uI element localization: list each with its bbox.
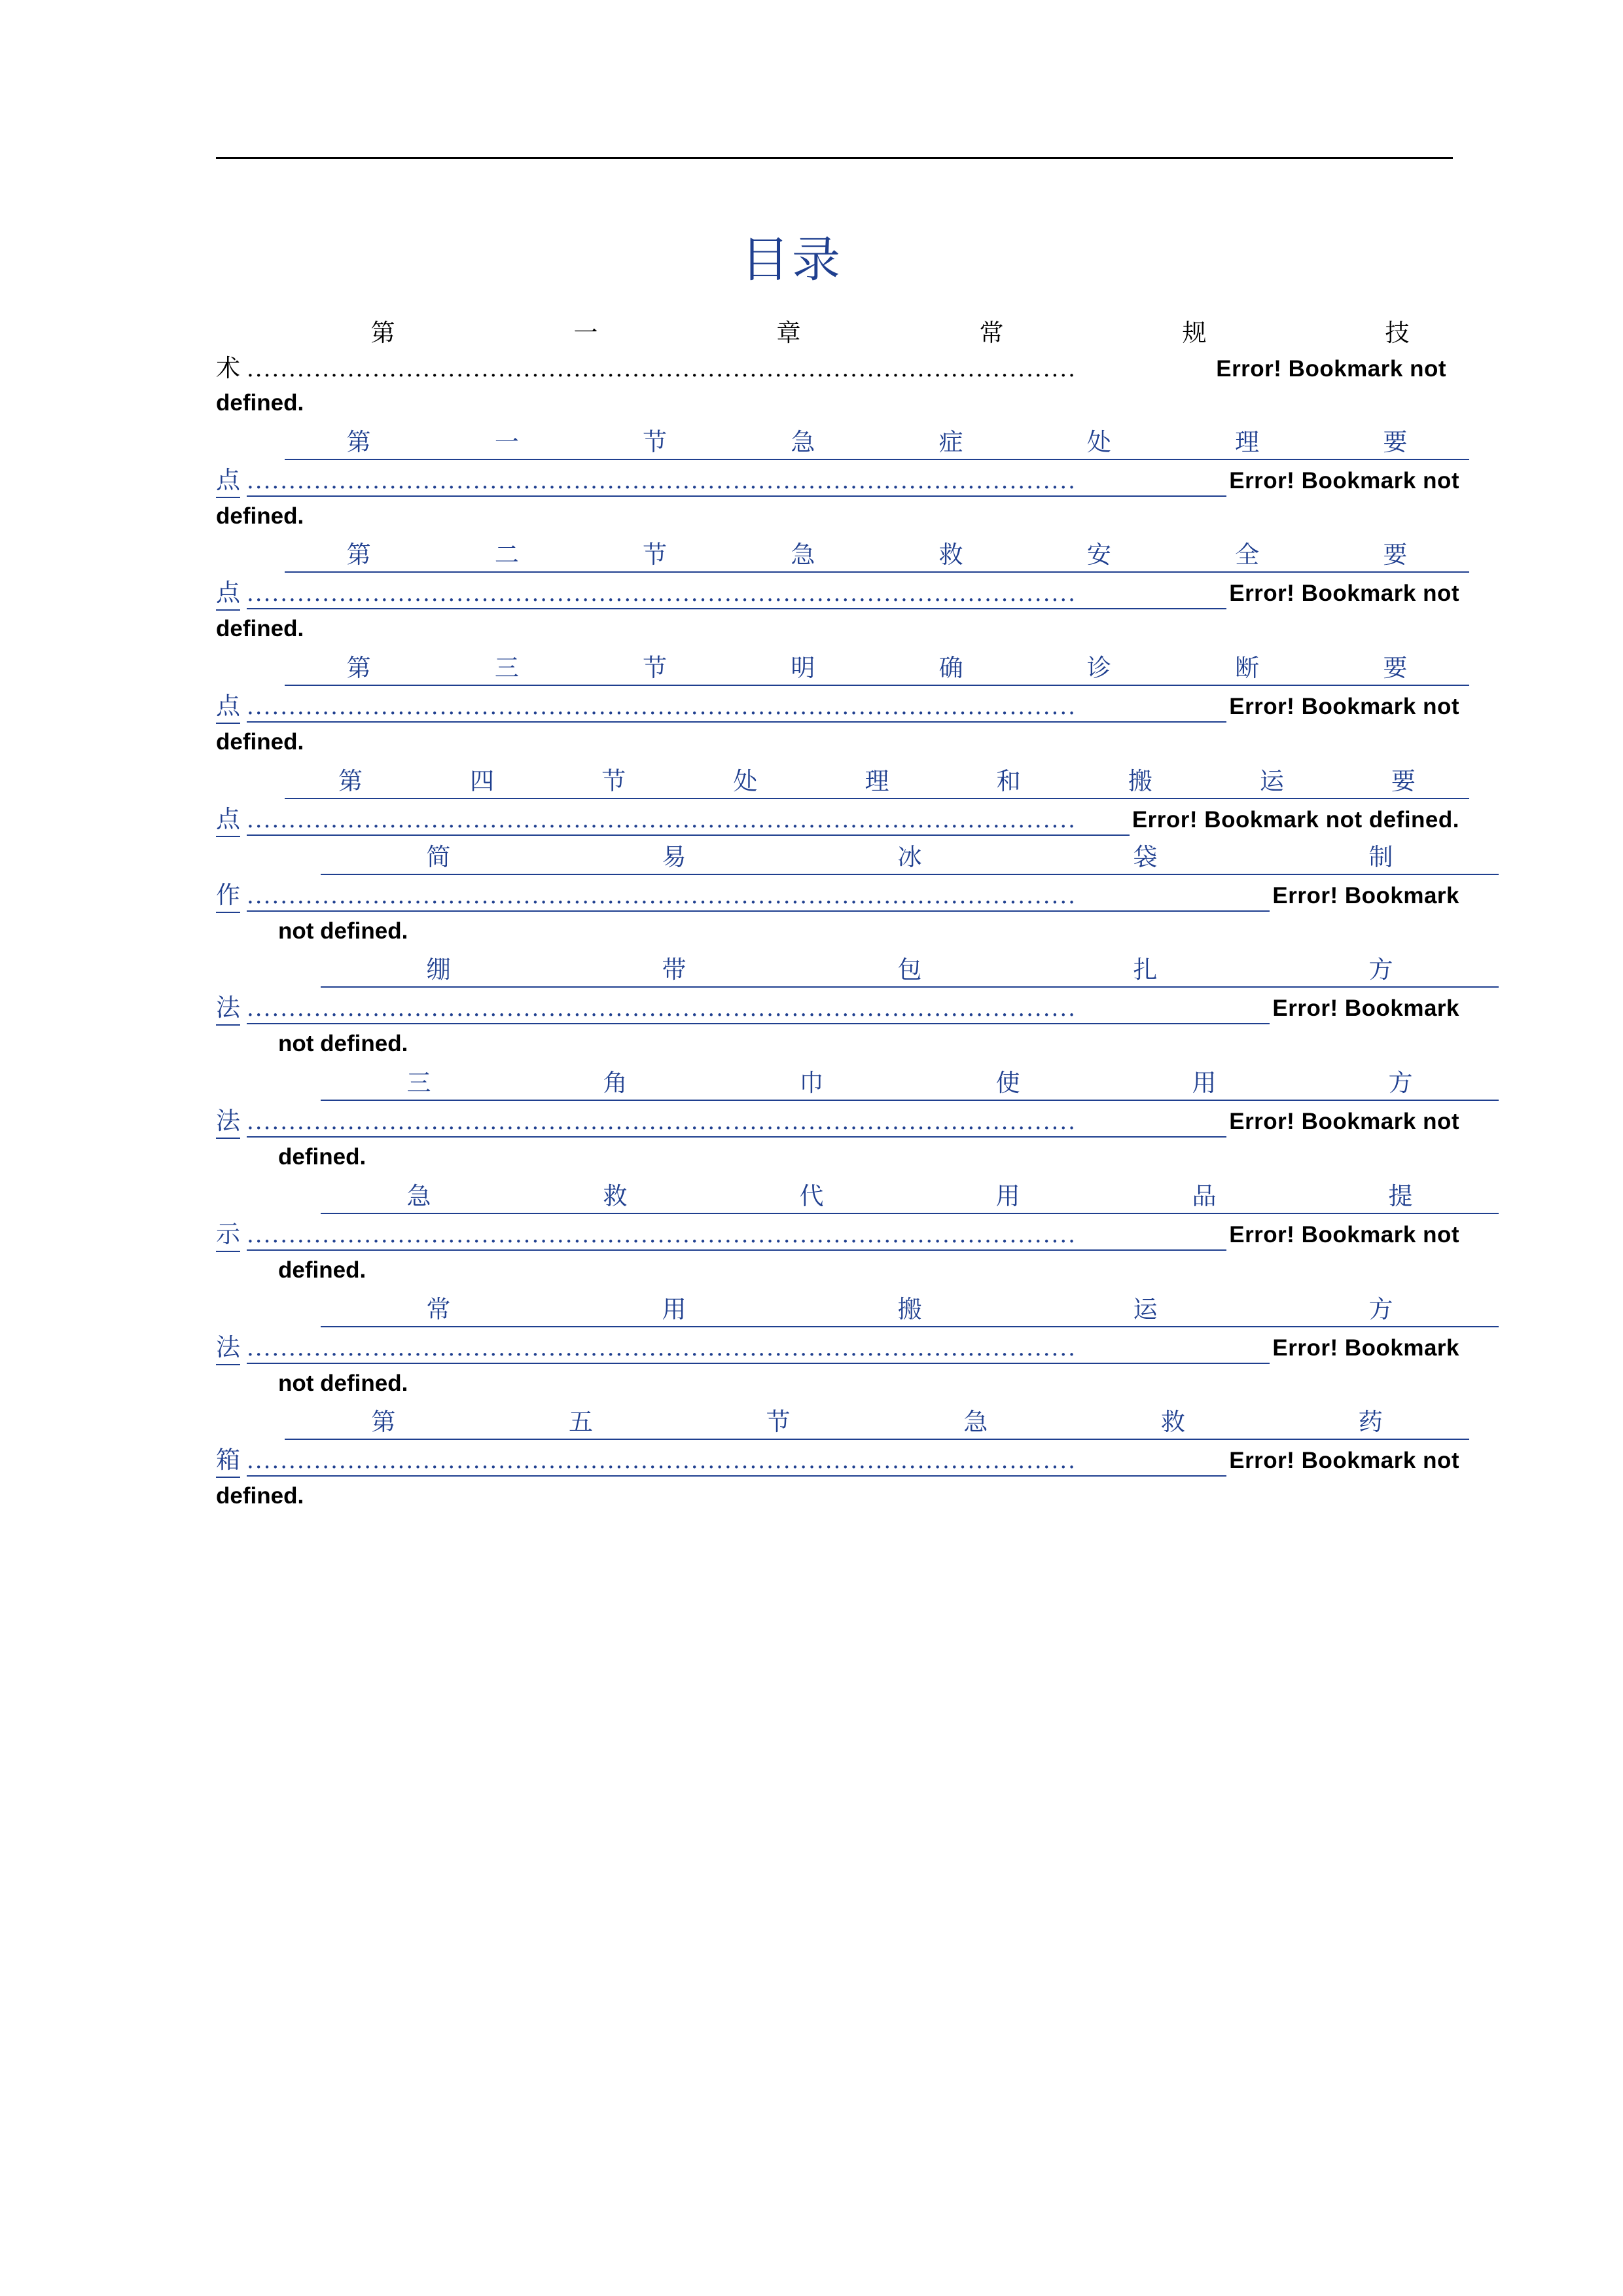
toc-title-char: 二 — [494, 541, 519, 569]
toc-title-char: 搬 — [1128, 766, 1152, 795]
toc-entry-leader-row[interactable] — [216, 460, 1459, 498]
toc-entry-title[interactable] — [321, 1063, 1499, 1101]
toc-page-number-error-cont: defined. — [216, 616, 304, 642]
toc-entry-title[interactable] — [321, 1289, 1499, 1327]
toc-entry[interactable] — [216, 535, 1459, 648]
toc-page-number-error: Error! Bookmark — [1272, 1335, 1459, 1361]
toc-entry[interactable] — [216, 837, 1459, 950]
toc-title-char: 第 — [338, 766, 363, 795]
toc-title-char: 要 — [1391, 766, 1416, 795]
toc-title-char: 提 — [1388, 1181, 1413, 1210]
toc-entry-leader-row[interactable] — [216, 1327, 1459, 1365]
toc-title-char: 第 — [370, 319, 395, 347]
toc-title-char: 急 — [791, 541, 815, 569]
toc-title-char: 法 — [216, 1101, 240, 1139]
toc-entry-title[interactable] — [321, 837, 1499, 875]
page-content — [216, 157, 1459, 1515]
toc-entry-title[interactable] — [285, 761, 1469, 799]
toc-title-char: 方 — [1368, 956, 1393, 984]
toc-title-char: 带 — [662, 956, 687, 984]
toc-dot-leader: ................................................................................................... — [247, 581, 1226, 609]
toc-title-char: 症 — [938, 427, 963, 456]
toc-title-char: 药 — [1358, 1408, 1383, 1437]
toc-title-char: 作 — [216, 875, 240, 913]
toc-title-char: 代 — [799, 1181, 824, 1210]
toc-title-char: 扎 — [1133, 956, 1158, 984]
toc-title-char: 点 — [216, 460, 240, 498]
toc-title-char: 制 — [1368, 842, 1393, 871]
toc-title-char: 使 — [995, 1069, 1020, 1098]
toc-entry[interactable] — [216, 422, 1459, 535]
toc-page-number-error: Error! Bookmark not — [1229, 467, 1459, 493]
page-title: 目录 — [741, 232, 843, 288]
toc-title-char: 技 — [1385, 319, 1410, 347]
toc-entry-leader-row[interactable] — [216, 1214, 1459, 1252]
toc-entry-leader-row — [216, 348, 1446, 385]
toc-entry-leader-row[interactable] — [216, 799, 1459, 837]
toc-title-char: 用 — [995, 1181, 1020, 1210]
toc-title-char: 五 — [569, 1408, 593, 1437]
toc-title-char: 点 — [216, 686, 240, 724]
toc-title-char: 术 — [216, 354, 240, 382]
toc-title-char: 三 — [406, 1069, 431, 1098]
toc-page-number-error: Error! Bookmark not — [1229, 581, 1459, 607]
toc-entry-leader-row[interactable] — [216, 1440, 1459, 1478]
header-divider — [216, 157, 1453, 159]
toc-entry[interactable] — [216, 1063, 1459, 1176]
toc-title-char: 常 — [979, 319, 1004, 347]
toc-dot-leader: ................................................................................................... — [247, 1109, 1226, 1138]
toc-entry[interactable] — [216, 1176, 1459, 1289]
toc-title-char: 四 — [470, 766, 495, 795]
toc-entry-leader-row[interactable] — [216, 686, 1459, 724]
toc-title-char: 品 — [1192, 1181, 1217, 1210]
toc-title-char: 方 — [1368, 1295, 1393, 1323]
toc-entry[interactable] — [216, 648, 1459, 761]
toc-entry-leader-row[interactable] — [216, 875, 1459, 913]
toc-title-char: 救 — [938, 541, 963, 569]
toc-title-char: 处 — [1086, 427, 1111, 456]
toc-title-char: 角 — [603, 1069, 628, 1098]
toc-entry[interactable] — [216, 1289, 1459, 1403]
toc-title-char: 搬 — [897, 1295, 922, 1323]
toc-title-char: 第 — [371, 1408, 396, 1437]
toc-dot-leader: ................................................................................................... — [247, 883, 1270, 912]
toc-title-char: 用 — [1192, 1069, 1217, 1098]
toc-page-number-error: Error! Bookmark not — [1229, 1109, 1459, 1135]
toc-entry[interactable] — [216, 761, 1459, 837]
toc-page-number-error: Error! Bookmark — [1272, 996, 1459, 1022]
toc-title-char: 一 — [573, 319, 598, 347]
toc-title-char: 断 — [1235, 654, 1260, 683]
toc-title-char: 三 — [494, 654, 519, 683]
toc-title-char: 节 — [601, 766, 626, 795]
toc-title-char: 袋 — [1133, 842, 1158, 871]
toc-page-number-error-cont: defined. — [278, 1257, 366, 1283]
toc-title-char: 急 — [406, 1181, 431, 1210]
toc-title-char: 点 — [216, 799, 240, 837]
toc-entry-title — [281, 313, 1499, 348]
toc-page-number-error-cont: defined. — [216, 503, 304, 529]
toc-title-char: 确 — [938, 654, 963, 683]
toc-title-char: 示 — [216, 1214, 240, 1252]
toc-page-number-error: Error! Bookmark not — [1229, 694, 1459, 720]
toc-title-char: 理 — [1235, 427, 1260, 456]
toc-title-char: 常 — [426, 1295, 451, 1323]
toc-page-number-error-cont: defined. — [216, 729, 304, 755]
toc-title-char: 第 — [346, 654, 371, 683]
toc-page-number-error-cont: defined. — [278, 1144, 366, 1170]
toc-dot-leader: ................................................................................................... — [247, 694, 1226, 723]
toc-entry-title[interactable] — [285, 422, 1469, 460]
toc-title-char: 法 — [216, 1327, 240, 1365]
toc-title-char: 规 — [1182, 319, 1207, 347]
toc-entry-leader-row[interactable] — [216, 573, 1459, 611]
toc-dot-leader: ................................................................................................... — [247, 1222, 1226, 1251]
toc-title-char: 用 — [662, 1295, 687, 1323]
toc-entry[interactable] — [216, 950, 1459, 1063]
toc-title-char: 要 — [1383, 541, 1408, 569]
toc-dot-leader: ................................................................................................... — [247, 1335, 1270, 1364]
toc-title-char: 理 — [865, 766, 889, 795]
toc-title-char: 要 — [1383, 427, 1408, 456]
toc-title-char: 包 — [897, 956, 922, 984]
toc-page-number-error: Error! Bookmark — [1272, 882, 1459, 908]
toc-title-char: 运 — [1133, 1295, 1158, 1323]
toc-title-char: 节 — [643, 654, 668, 683]
toc-title-char: 诊 — [1086, 654, 1111, 683]
toc-title-char: 绷 — [426, 956, 451, 984]
toc-page-number-error: Error! Bookmark not — [1229, 1221, 1459, 1247]
toc-page-number-error-cont: not defined. — [278, 1031, 408, 1057]
toc-entry-title[interactable] — [321, 950, 1499, 988]
toc-page-number-error-cont: not defined. — [278, 918, 408, 944]
toc-page-number-error-cont: not defined. — [278, 1370, 408, 1396]
toc-page-number-error-cont: defined. — [216, 1483, 304, 1509]
toc-dot-leader: ................................................................................................... — [247, 356, 1077, 382]
toc-title-char: 安 — [1086, 541, 1111, 569]
toc-title-char: 巾 — [799, 1069, 824, 1098]
toc-title-char: 处 — [733, 766, 758, 795]
toc-entry-title[interactable] — [285, 648, 1469, 686]
toc-entry — [216, 313, 1459, 422]
toc-title-char: 运 — [1259, 766, 1284, 795]
toc-title-char: 急 — [791, 427, 815, 456]
toc-title-char: 法 — [216, 988, 240, 1026]
toc-dot-leader: ................................................................................................... — [247, 468, 1226, 497]
table-of-contents — [216, 313, 1459, 1515]
toc-title-char: 冰 — [897, 842, 922, 871]
toc-title-char: 节 — [766, 1408, 791, 1437]
toc-title-char: 易 — [662, 842, 687, 871]
toc-entry-title[interactable] — [285, 1402, 1469, 1440]
toc-title-char: 和 — [996, 766, 1021, 795]
toc-dot-leader: ................................................................................................... — [247, 996, 1270, 1024]
toc-title-char: 方 — [1388, 1069, 1413, 1098]
toc-entry-leader-row[interactable] — [216, 988, 1459, 1026]
toc-dot-leader: ................................................................................................... — [247, 807, 1130, 836]
toc-title-char: 急 — [963, 1408, 988, 1437]
toc-page-number-error: Error! Bookmark not defined. — [1132, 806, 1459, 833]
toc-page-number-error: Error! Bookmark not — [1229, 1448, 1459, 1474]
toc-title-char: 节 — [643, 427, 668, 456]
toc-title-char: 第 — [346, 427, 371, 456]
toc-title-char: 救 — [603, 1181, 628, 1210]
toc-page-number-error-cont: defined. — [216, 390, 304, 416]
toc-entry-leader-row[interactable] — [216, 1101, 1459, 1139]
toc-title-char: 箱 — [216, 1440, 240, 1478]
toc-page-number-error: Error! Bookmark not — [1216, 356, 1446, 382]
toc-title-char: 全 — [1235, 541, 1260, 569]
toc-title-char: 点 — [216, 573, 240, 611]
toc-dot-leader: ................................................................................................... — [247, 1448, 1226, 1477]
toc-title-char: 一 — [494, 427, 519, 456]
toc-title-char: 节 — [643, 541, 668, 569]
toc-title-char: 要 — [1383, 654, 1408, 683]
toc-title-char: 救 — [1161, 1408, 1186, 1437]
toc-title-char: 章 — [776, 319, 801, 347]
toc-title-char: 简 — [426, 842, 451, 871]
toc-title-char: 第 — [346, 541, 371, 569]
toc-title-char: 明 — [791, 654, 815, 683]
toc-entry[interactable] — [216, 1402, 1459, 1515]
toc-entry-title[interactable] — [285, 535, 1469, 573]
toc-entry-title[interactable] — [321, 1176, 1499, 1214]
